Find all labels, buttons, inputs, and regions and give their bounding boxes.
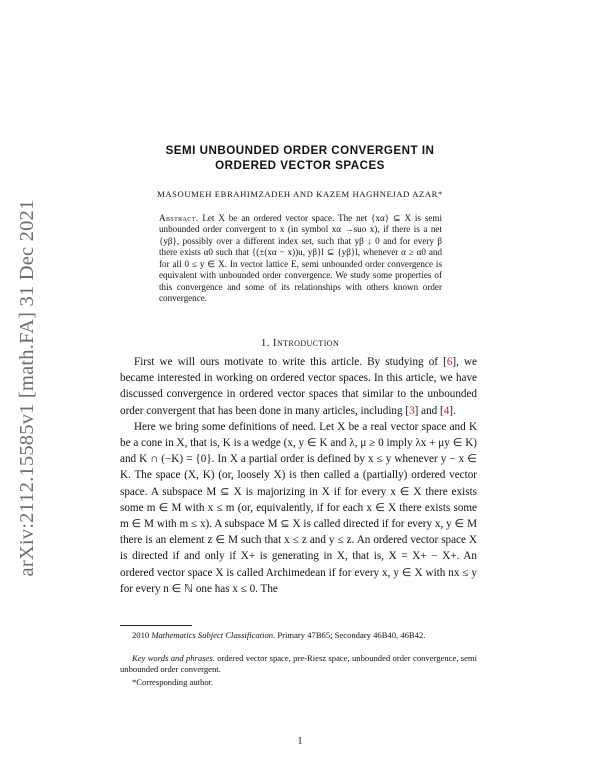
footnote-msc — [120, 630, 477, 641]
page-number: 1 — [297, 736, 303, 747]
paragraph-text: First we will ours motivate to write this article. By studying of [ — [134, 356, 447, 368]
title-line-2: ORDERED VECTOR SPACES — [215, 158, 385, 172]
abstract-label: Abstract. — [159, 213, 199, 223]
paragraph-2: Here we bring some definitions of need. Let X be a real vector space and K be a cone in X, that is, K is a wedge (x, y ∈ K and λ, μ ≥ 0 imply λx + μy ∈ K) and K ∩ (−K) = {0}. In X a partial order is defined by x ≤ y whenever y − x ∈ K. The space (X, K) (or, loosely X) is then called a (partially) ordered vector space. A subspace M ⊆ X is majorizing in X if for every x ∈ X there exists some m ∈ M with x ≤ m (or, equivalently, if for each x ∈ X there exists some m ∈ M with m ≤ x). A subspace M ⊆ X is called directed if for every x, y ∈ M there is an element z ∈ M such that x ≤ z and y ≤ z. An ordered vector space X is directed if and only if X+ is generating in X, that is, X = X+ − X+. An ordered vector space X is called Archimedean if for every x, y ∈ X with nx ≤ y for every n ∈ ℕ one has x ≤ 0. The — [120, 420, 477, 595]
abstract — [159, 213, 442, 305]
footnote-text: *Corresponding author. — [132, 677, 214, 687]
section-heading: 1. Introduction — [260, 337, 340, 349]
abstract-text: Let X be an ordered vector space. The net {xα} ⊆ X is semi unbounded order convergent to x (in symbol xα →suo x), if there is a net {yβ}, possibly over a different index set, such that yβ ↓ 0 and for every β there exists α0 such that {(±(xα − x))u, yβ}l ⊆ {yβ}l, whenever α ≥ α0 and for all 0 ≤ y ∈ X. In vector lattice E, semi unbounded order convergence is equivalent with unbounded order convergence. We study some properties of this convergence and some of its relationships with others known order convergence. — [159, 213, 442, 304]
paragraph-1 — [120, 354, 477, 419]
paper-title — [120, 144, 480, 173]
footnote-text: ordered vector space, pre-Riesz space, unbounded order convergence, semi unbounded order convergent. — [120, 653, 477, 674]
footnote-text: 2010 — [132, 630, 150, 640]
arxiv-identifier-stamp: arXiv:2112.15585v1 [math.FA] 31 Dec 2021 — [16, 199, 38, 577]
footnote-label: Mathematics Subject Classification. — [151, 630, 276, 640]
paragraph-text: ], we became interested in working on ordered vector spaces. In this article, we have discussed convergence in ordered vector spaces that similar to the unbounded order convergent that has been done in many articles, including [ — [120, 356, 477, 417]
citation-link[interactable]: 4 — [443, 404, 450, 417]
citation-link[interactable]: 3 — [409, 404, 415, 417]
footnote-rule — [120, 625, 192, 626]
paragraph-text: ] and [ — [414, 404, 444, 417]
footnote-corresponding — [120, 677, 477, 688]
footnote-label: Key words and phrases. — [132, 653, 215, 663]
author-list: MASOUMEH EBRAHIMZADEH AND KAZEM HAGHNEJAD AZAR* — [157, 189, 443, 199]
title-line-1: SEMI UNBOUNDED ORDER CONVERGENT IN — [165, 144, 435, 157]
body-text — [120, 354, 477, 597]
footnote-keywords — [120, 653, 477, 675]
footnote-text: Primary 47B65; Secondary 46B40, 46B42. — [277, 630, 426, 640]
citation-link[interactable]: 6 — [446, 356, 453, 368]
paragraph-text: ]. — [449, 404, 456, 417]
